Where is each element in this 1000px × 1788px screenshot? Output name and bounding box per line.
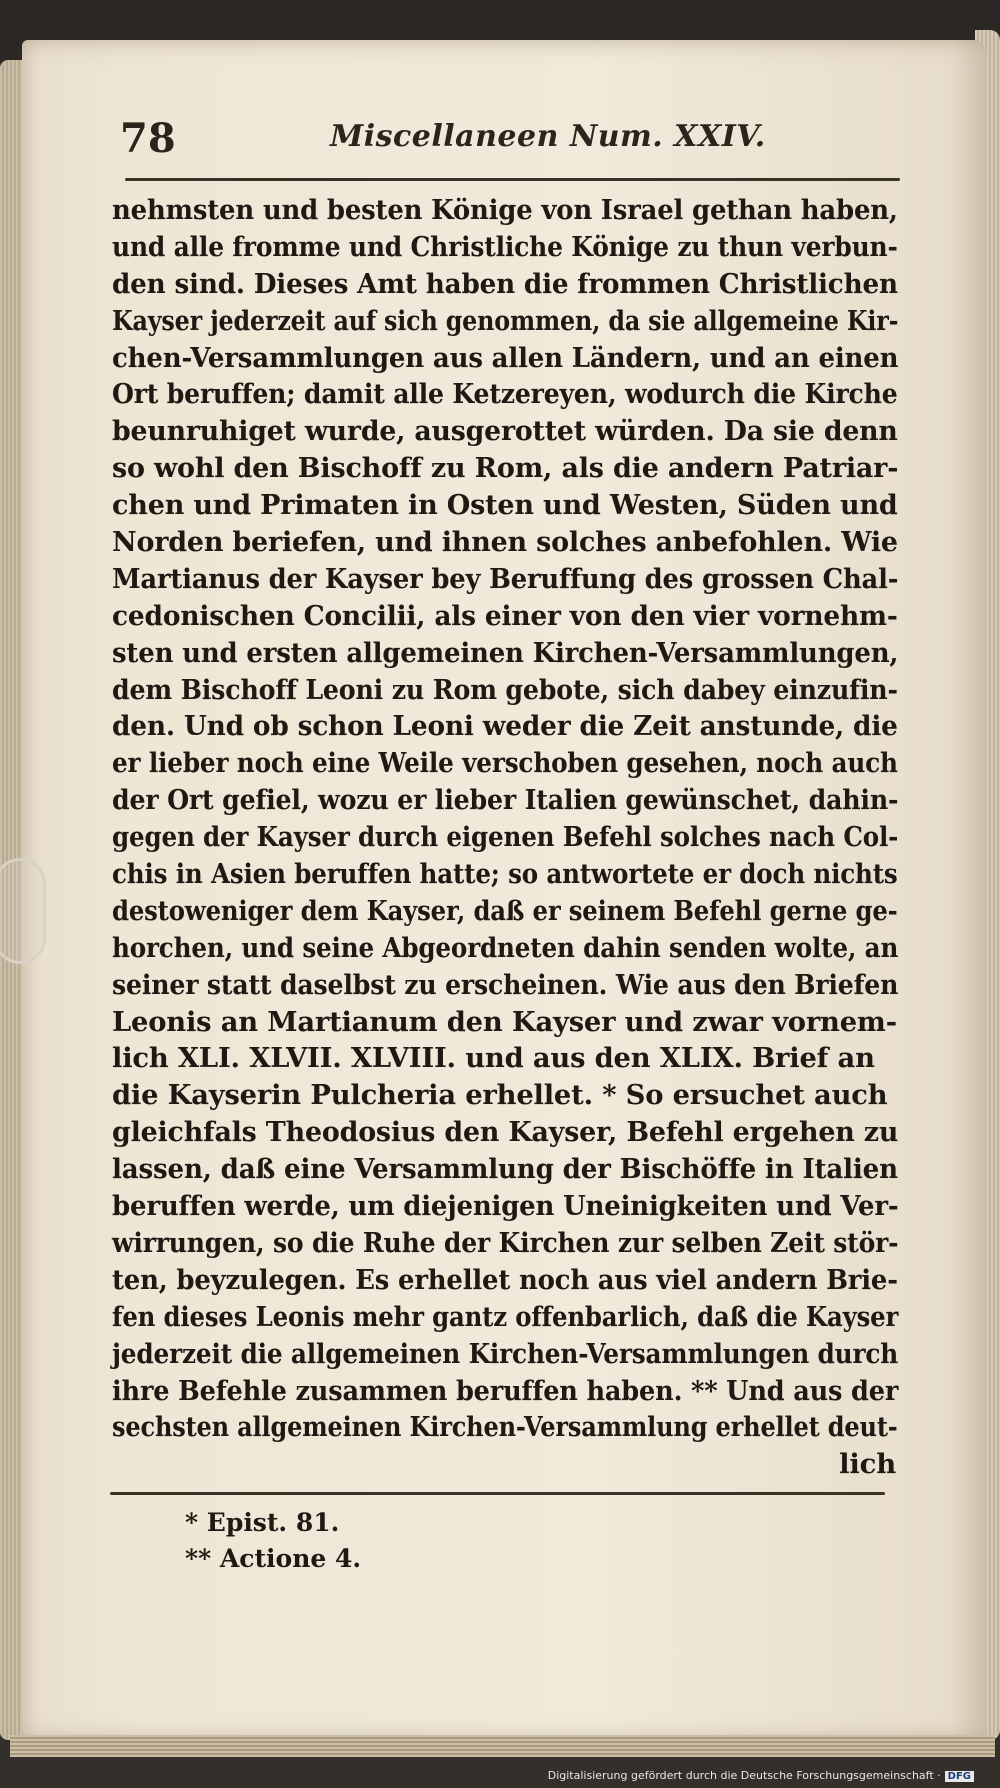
text-line: er lieber noch eine Weile verschoben gesehen, noch auch bbox=[112, 747, 898, 780]
text-line: horchen, und seine Abgeordneten dahin senden wolte, an bbox=[112, 931, 899, 964]
text-line: Leonis an Martianum den Kayser und zwar vornem- bbox=[112, 1005, 897, 1038]
text-line: dem Bischoff Leoni zu Rom gebote, sich dabey einzufin- bbox=[112, 673, 898, 706]
book-clasp bbox=[0, 858, 46, 964]
text-line: den. Und ob schon Leoni weder die Zeit anstunde, die bbox=[112, 710, 898, 743]
digitization-credit bbox=[548, 1769, 974, 1782]
page-number: 78 bbox=[120, 115, 176, 162]
text-line: gleichfals Theodosius den Kayser, Befehl ergehen zu bbox=[112, 1116, 899, 1149]
text-line: fen dieses Leonis mehr gantz offenbarlich, daß die Kayser bbox=[112, 1300, 899, 1333]
credit-text: Digitalisierung gefördert durch die Deutsche Forschungsgemeinschaft · bbox=[547, 1769, 941, 1782]
header-rule bbox=[125, 178, 900, 181]
text-line: und alle fromme und Christliche Könige zu thun verbun- bbox=[112, 230, 898, 263]
text-line: der Ort gefiel, wozu er lieber Italien gewünschet, dahin- bbox=[112, 784, 899, 817]
text-line: wirrungen, so die Ruhe der Kirchen zur selben Zeit stör- bbox=[112, 1226, 899, 1259]
text-line: nehmsten und besten Könige von Israel gethan haben, bbox=[112, 194, 898, 226]
text-line: lich bbox=[839, 1448, 896, 1481]
text-line: lassen, daß eine Versammlung der Bischöffe in Italien bbox=[112, 1153, 898, 1186]
book-page-edges-bottom bbox=[10, 1735, 995, 1757]
text-line: so wohl den Bischoff zu Rom, als die andern Patriar- bbox=[112, 452, 899, 485]
text-line: ten, beyzulegen. Es erhellet noch aus viel andern Brie- bbox=[112, 1263, 898, 1296]
text-line: Kayser jederzeit auf sich genommen, da sie allgemeine Kir- bbox=[112, 304, 899, 337]
footnote: * Epist. 81. bbox=[185, 1508, 340, 1537]
text-line: chis in Asien beruffen hatte; so antwortete er doch nichts bbox=[112, 858, 898, 891]
text-line: chen und Primaten in Osten und Westen, Süden und bbox=[112, 489, 898, 522]
page-header bbox=[120, 115, 900, 165]
text-line: beruffen werde, um diejenigen Uneinigkeiten und Ver- bbox=[112, 1190, 899, 1223]
text-line: Martianus der Kayser bey Beruffung des grossen Chal- bbox=[112, 562, 899, 595]
text-line: jederzeit die allgemeinen Kirchen-Versammlungen durch bbox=[112, 1337, 899, 1370]
text-line: beunruhiget wurde, ausgerottet würden. Da sie denn bbox=[112, 415, 898, 448]
dfg-logo: DFG bbox=[945, 1771, 974, 1782]
text-line: Ort beruffen; damit alle Ketzereyen, wodurch die Kirche bbox=[112, 378, 898, 411]
text-line: den sind. Dieses Amt haben die frommen Christlichen bbox=[112, 267, 898, 300]
footnotes bbox=[185, 1505, 785, 1577]
text-line: ihre Befehle zusammen beruffen haben. ** Und aus der bbox=[112, 1374, 899, 1407]
running-head: Miscellaneen Num. XXIV. bbox=[330, 119, 766, 154]
body-text bbox=[112, 192, 902, 1483]
text-line: die Kayserin Pulcheria erhellet. * So ersuchet auch bbox=[112, 1079, 888, 1112]
text-line: sten und ersten allgemeinen Kirchen-Versammlungen, bbox=[112, 636, 899, 669]
text-line: lich XLI. XLVII. XLVIII. und aus den XLIX. Brief an bbox=[112, 1042, 875, 1075]
text-line: Norden beriefen, und ihnen solches anbefohlen. Wie bbox=[112, 526, 898, 559]
footnote-rule bbox=[110, 1492, 885, 1495]
text-line: gegen der Kayser durch eigenen Befehl solches nach Col- bbox=[112, 821, 899, 854]
text-line: chen-Versammlungen aus allen Ländern, und an einen bbox=[112, 341, 899, 374]
text-line: sechsten allgemeinen Kirchen-Versammlung erhellet deut- bbox=[112, 1411, 898, 1444]
text-line: cedonischen Concilii, als einer von den vier vornehm- bbox=[112, 599, 898, 632]
text-line: destoweniger dem Kayser, daß er seinem Befehl gerne ge- bbox=[112, 894, 898, 927]
text-line: seiner statt daselbst zu erscheinen. Wie aus den Briefen bbox=[112, 968, 899, 1001]
footnote: ** Actione 4. bbox=[185, 1544, 362, 1573]
